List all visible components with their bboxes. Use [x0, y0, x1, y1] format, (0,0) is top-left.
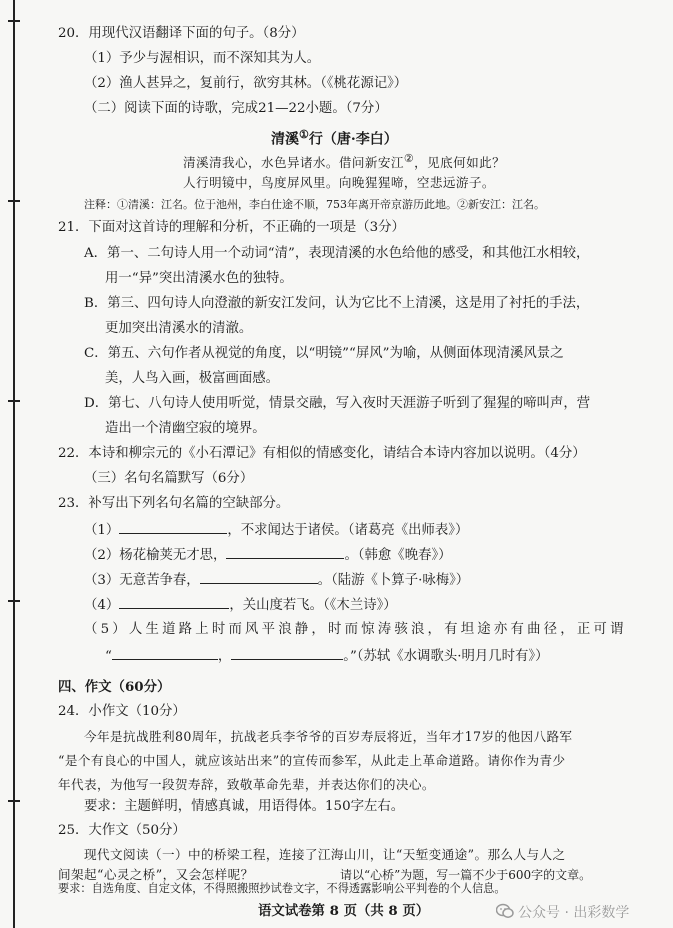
q21-title: 21．下面对这首诗的理解和分析，不正确的一项是（3分） [58, 220, 405, 235]
answer-blank [231, 646, 343, 660]
q25-title: 25．大作文（50分） [58, 823, 186, 838]
q20-title: 20．用现代汉语翻译下面的句子。（8分） [58, 26, 305, 41]
q20-sentence-2: （2）渔人甚异之，复前行，欲穷其林。（《桃花源记》） [84, 76, 408, 91]
poem-line-2: 人行明镜中，鸟度屏风里。向晚猩猩啼，空悲远游子。 [183, 175, 495, 190]
q23-item-5-line2: “ ， 。”（苏轼《水调歌头·明月几时有》） [105, 646, 549, 666]
q23-item-4: （4） ，关山度若飞。（《木兰诗》） [84, 595, 397, 615]
answer-blank [119, 520, 227, 534]
q24-para-line3: 年代表，为他写一段贺寿辞，致敬革命先辈，并表达你们的决心。 [58, 777, 435, 792]
q23-title: 23．补写出下列名句名篇的空缺部分。 [58, 496, 290, 511]
q20-sentence-1: （1）予少与渥相识，而不深知其为人。 [84, 51, 321, 66]
q21-option-b-line1: B．第三、四句诗人向澄澈的新安江发问，认为它比不上清溪，这是用了衬托的手法， [84, 296, 590, 311]
section4-heading: 四、作文（60分） [58, 679, 171, 695]
q22-title: 22．本诗和柳宗元的《小石潭记》有相似的情感变化，请结合本诗内容加以说明。（4分） [58, 446, 586, 461]
q24-title: 24．小作文（10分） [58, 704, 186, 719]
page-footer: 语文试卷第 8 页（共 8 页） [258, 903, 430, 919]
q23-item-5-line1: （5）人生道路上时而风平浪静，时而惊涛骇浪，有坦途亦有曲径，正可谓 [84, 622, 627, 637]
q21-option-d-line2: 造出一个清幽空寂的境界。 [105, 421, 266, 436]
q25-para-line2: 间架起“心灵之桥”，又会怎样呢？ [58, 867, 254, 882]
q21-option-d-line1: D．第七、八句诗人使用听觉，情景交融，写入夜时天涯游子听到了猩猩的啼叫声，营 [84, 396, 591, 411]
q21-option-a-line2: 用一“异”突出清溪水色的独特。 [105, 271, 293, 286]
section2-heading: （二）阅读下面的诗歌，完成21—22小题。（7分） [84, 101, 388, 116]
section3-heading: （三）名句名篇默写（6分） [84, 471, 254, 486]
q21-option-b-line2: 更加突出清溪水的清澈。 [105, 321, 253, 336]
q24-requirement: 要求：主题鲜明，情感真诚，用语得体。150字左右。 [84, 799, 405, 814]
watermark: 公众号 · 出彩数学 [496, 902, 629, 923]
poem-title: 清溪①行（唐·李白） [271, 128, 398, 148]
q23-item-3: （3）无意苦争春， 。（陆游《卜算子·咏梅》） [84, 570, 469, 590]
q25-para-line1: 现代文阅读（一）中的桥梁工程，连接了江海山川，让“天堑变通途”。那么人与人之 [84, 847, 566, 862]
q21-option-c-line1: C．第五、六句作者从视觉的角度，以“明镜”“屏风”为喻，从侧面体现清溪风景之 [84, 346, 564, 361]
poem-note: 注释：①清溪：江名。位于池州，李白仕途不顺，753年离开帝京游历此地。②新安江：江名。 [84, 198, 545, 211]
poem-line-1: 清溪清我心，水色异诸水。借问新安江②，见底何如此？ [183, 152, 506, 171]
q24-para-line2: “是个有良心的中国人，就应该站出来”的宣传而参军，从此走上革命道路。请你作为青少 [58, 753, 566, 768]
answer-blank [226, 545, 344, 559]
answer-blank [112, 646, 218, 660]
q25-requirement: 要求：自选角度、自定文体，不得照搬照抄试卷文字，不得透露影响公平判卷的个人信息。 [58, 882, 506, 895]
q21-option-a-line1: A．第一、二句诗人用一个动词“清”，表现清溪的水色给他的感受，和其他江水相较， [84, 246, 590, 261]
binding-margin-line [8, 0, 22, 928]
q23-item-1: （1） ，不求闻达于诸侯。（诸葛亮《出师表》） [84, 520, 468, 540]
answer-blank [200, 570, 318, 584]
wechat-icon [496, 903, 514, 923]
q25-prompt: 请以“心桥”为题，写一篇不少于600字的文章。 [340, 868, 592, 882]
answer-blank [119, 595, 229, 609]
q23-item-2: （2）杨花榆荚无才思， 。（韩愈《晚春》） [84, 545, 452, 565]
q24-para-line1: 今年是抗战胜利80周年，抗战老兵李爷爷的百岁寿辰将近，当年才17岁的他因八路军 [84, 729, 573, 744]
q21-option-c-line2: 美，人鸟入画，极富画面感。 [105, 371, 280, 386]
